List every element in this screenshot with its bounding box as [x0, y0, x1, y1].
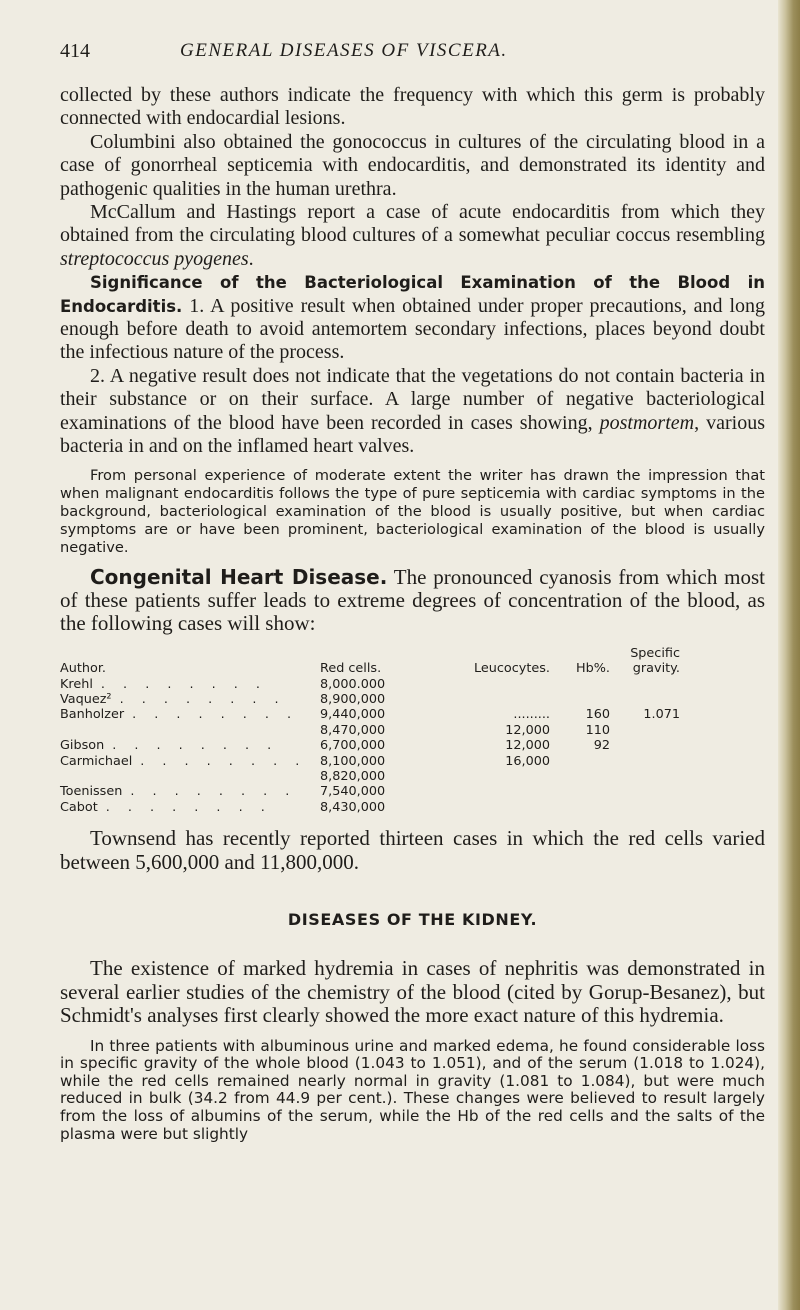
postmortem-term: postmortem [599, 411, 695, 434]
cell-red-cells: 9,440,000 [320, 707, 386, 723]
paragraph-three-patients: In three patients with albuminous urine and marked edema, he found considerable loss in specific gravity of the whole blood (1.043 to 1.051), and of the serum (1.018 to 1.024), while the red cells remained nearly normal in gravity (1.081 to 1.084), but were much reduced in bulk (34.2 from 44.9 per cent.). These changes were believed to result largely from the loss of albumins of the serum, while the Hb of the red cells and the salts of the plasma were but slightly [60, 1036, 765, 1143]
cell-red-cells: 7,540,000 [320, 784, 386, 800]
cell-hb: 160 [585, 707, 610, 723]
paragraph-mccallum-end: . [248, 247, 254, 270]
dot-leader: . . . . . . . . [100, 676, 267, 692]
cell-red-cells: 8,000.000 [320, 676, 386, 692]
cell-gravity [610, 677, 680, 692]
cell-leucocytes [430, 784, 564, 799]
cell-author [60, 723, 320, 738]
page-header [60, 40, 780, 70]
header-specific: Specific [630, 645, 680, 661]
cell-leucocytes [430, 692, 564, 707]
cell-hb [564, 769, 610, 784]
cell-red-cells: 8,820,000 [320, 768, 386, 784]
header-gravity: gravity. [632, 661, 680, 677]
cell-hb [564, 784, 610, 799]
cell-leucocytes: 12,000 [505, 722, 550, 738]
dot-leader: . . . . . . . . [132, 707, 299, 723]
cell-author: Gibson . . . . . . . . [60, 738, 279, 754]
paragraph-personal-experience: From personal experience of moderate extent the writer has drawn the impression that when malignant endocarditis follows the type of pure septicemia with cardiac symptoms in the background, bacteriological examination of the blood is usually positive, but when cardiac symptoms are or have been prominent, bacteriological examination of the blood is usually negative. [60, 466, 765, 557]
cell-gravity [610, 754, 680, 769]
organism-name: streptococcus pyogenes [60, 247, 249, 270]
cell-leucocytes [430, 769, 564, 784]
header-author: Author. [60, 661, 106, 677]
cell-author: Carmichael . . . . . . . . [60, 753, 307, 769]
header-red-cells: Red cells. [320, 661, 382, 677]
table-body [60, 677, 680, 816]
cell-author: Krehl . . . . . . . . [60, 676, 267, 692]
table-row [60, 769, 680, 784]
cell-leucocytes [430, 677, 564, 692]
page-edge-shadow [778, 0, 800, 1310]
table-row [60, 677, 680, 692]
table-header-top-row [60, 646, 680, 661]
paragraph-columbini: Columbini also obtained the gonococcus in cultures of the circulating blood in a case of gonorrheal septicemia with endocarditis, and demonstrated its identity and pathogenic qualities in the human urethra. [60, 130, 765, 200]
paragraph-townsend: Townsend has recently reported thirteen cases in which the red cells varied between 5,600,000 and 11,800,000. [60, 826, 765, 874]
dot-leader: . . . . . . . . [105, 799, 272, 815]
cell-red-cells: 8,100,000 [320, 753, 386, 769]
paragraph-congenital [60, 566, 765, 636]
header-leucocytes: Leucocytes. [474, 661, 550, 677]
header-hb: Hb%. [576, 661, 610, 677]
cell-red-cells: 8,470,000 [320, 722, 386, 738]
table-row [60, 738, 680, 753]
congenital-heading: Congenital Heart Disease. [90, 564, 388, 589]
cell-gravity [610, 800, 680, 815]
cell-hb [564, 692, 610, 707]
paragraph-mccallum [60, 201, 765, 271]
dot-leader: . . . . . . . . [130, 784, 297, 800]
cell-red-cells: 6,700,000 [320, 738, 386, 754]
table-row [60, 707, 680, 722]
cell-gravity [610, 692, 680, 707]
cell-gravity [610, 769, 680, 784]
paragraph-1: collected by these authors indicate the frequency with which this germ is probably connected with endocardial lesions. [60, 84, 765, 130]
congenital-text: The pronounced cyanosis from which most of these patients suffer leads to extreme degrees of concentration of the blood, as the following cases will show: [60, 564, 765, 636]
cell-leucocytes [430, 800, 564, 815]
cell-leucocytes: 12,000 [505, 738, 550, 754]
cell-author: Toenissen . . . . . . . . [60, 784, 297, 800]
dot-leader: . . . . . . . . [140, 753, 307, 769]
dot-leader: . . . . . . . . [119, 691, 286, 707]
cell-hb: 110 [585, 722, 610, 738]
cell-hb: 92 [593, 738, 610, 754]
paragraph-negative-result [60, 365, 765, 459]
cell-hb [564, 677, 610, 692]
cell-author: Vaquez² . . . . . . . . [60, 691, 286, 707]
paragraph-hydremia: The existence of marked hydremia in cases of nephritis was demonstrated in several earlier studies of the chemistry of the blood (cited by Gorup-Besanez), but Schmidt's analyses first clearly showed the more exact nature of this hydremia. [60, 956, 765, 1028]
cell-hb [564, 754, 610, 769]
cell-author: Banholzer . . . . . . . . [60, 707, 299, 723]
table-header-row [60, 661, 680, 676]
table-row [60, 754, 680, 769]
negative-result-end: , various bacteria in and on the inflamed heart valves. [60, 411, 765, 458]
table-row [60, 784, 680, 799]
cell-gravity: 1.071 [643, 707, 680, 723]
cell-leucocytes: 16,000 [505, 753, 550, 769]
significance-heading: Significance of the Bacteriological Examination of the Blood in Endocarditis. [60, 273, 765, 316]
negative-result-text: 2. A negative result does not indicate that the vegetations do not contain bacteria in their substance or on their surface. A large number of negative bacteriological examinations of the blood have been recorded in cases showing, [60, 364, 765, 434]
page-number: 414 [60, 40, 90, 62]
cell-author: Cabot . . . . . . . . [60, 799, 272, 815]
paragraph-mccallum-text: McCallum and Hastings report a case of acute endocarditis from which they obtained from the circulating blood cultures of a somewhat peculiar coccus resembling [60, 201, 765, 247]
cell-author [60, 769, 320, 784]
cell-red-cells: 8,900,000 [320, 691, 386, 707]
blood-counts-table [60, 646, 680, 815]
section-heading-kidney: DISEASES OF THE KIDNEY. [287, 910, 538, 930]
table-row [60, 692, 680, 707]
cell-red-cells: 8,430,000 [320, 799, 386, 815]
cell-leucocytes: ......... [513, 707, 550, 723]
significance-text: 1. A positive result when obtained under proper precautions, and long enough before death to avoid antemortem secondary infections, places beyond doubt the infectious nature of the process. [60, 294, 765, 364]
body-text [60, 84, 765, 1143]
cell-gravity [610, 738, 680, 753]
table-row [60, 723, 680, 738]
table-row [60, 800, 680, 815]
paragraph-significance [60, 271, 765, 365]
cell-hb [564, 800, 610, 815]
running-head: GENERAL DISEASES OF VISCERA. [180, 40, 508, 61]
cell-gravity [610, 784, 680, 799]
dot-leader: . . . . . . . . [112, 738, 279, 754]
cell-gravity [610, 723, 680, 738]
